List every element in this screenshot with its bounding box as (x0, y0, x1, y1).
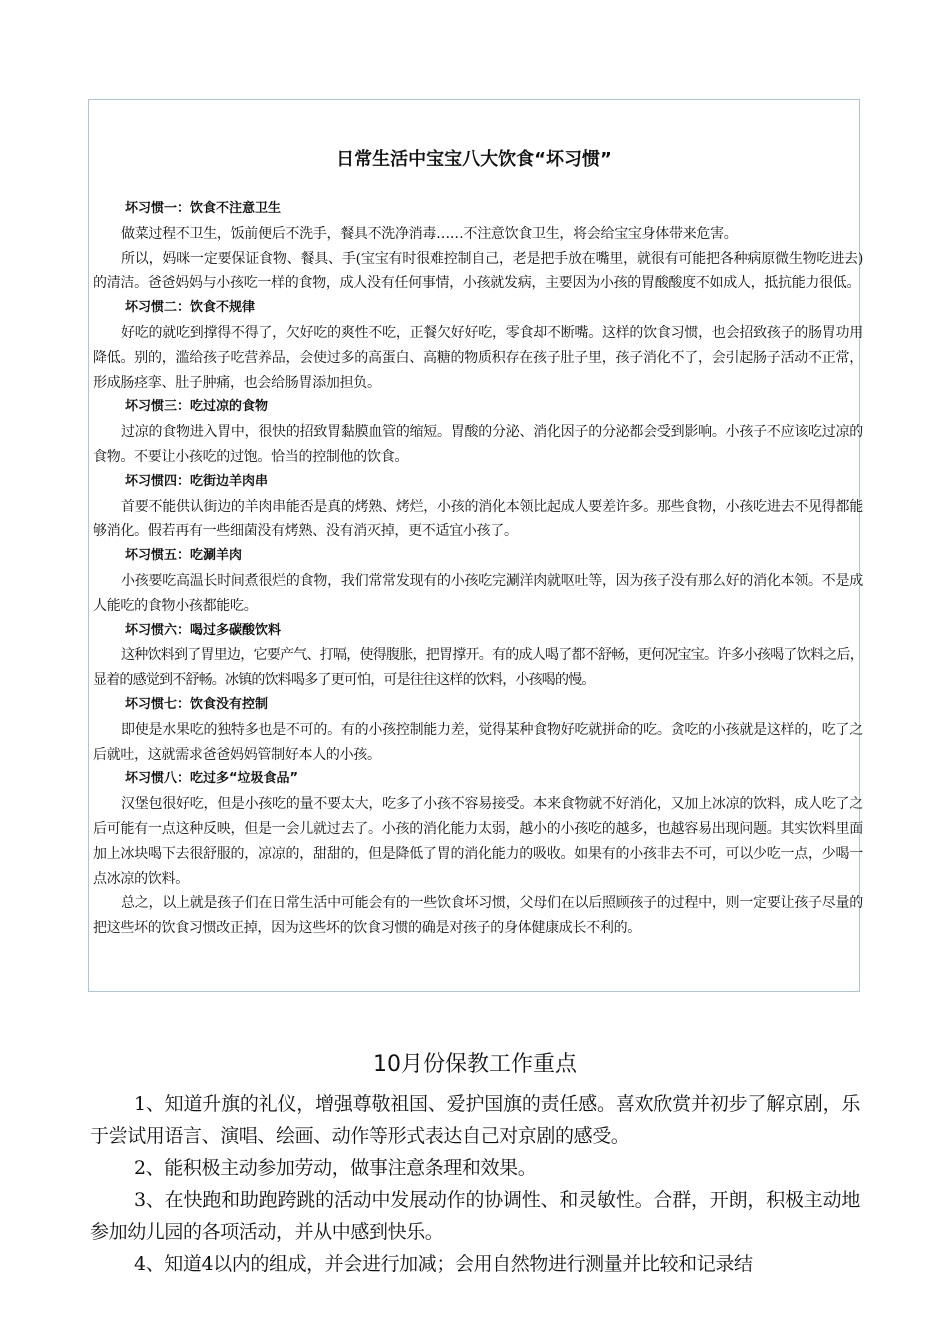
work-plan-item-2: 2、能积极主动参加劳动，做事注意条理和效果。 (134, 1157, 537, 1179)
article-title: 日常生活中宝宝八大饮食“坏习惯” (336, 149, 612, 170)
habit-heading-7: 坏习惯七：饮食没有控制 (125, 696, 269, 712)
habit-heading-8: 坏习惯八：吃过多“垃圾食品” (125, 771, 299, 787)
article-box (88, 99, 863, 992)
habit-8-paragraph-1: 汉堡包很好吃，但是小孩吃的量不要太大，吃多了小孩不容易接受。本来食物就不好消化，又加上冰凉的饮料，成人吃了之后可能有一点这种反映，但是一会儿就过去了。小孩的消化能力太弱，越小的小孩吃的越多，也越容易出现问题。其实饮料里面加上冰块喝下去很舒服的，凉凉的，甜甜的，但是降低了胃的消化能力的吸收。如果有的小孩非去不可，可以少吃一点，少喝一点冰凉的饮料。 (93, 796, 863, 887)
habit-3-paragraph-1: 过凉的食物进入胃中，很快的招致胃黏膜血管的缩短。胃酸的分泌、消化因子的分泌都会受到影响。小孩子不应该吃过凉的食物。不要让小孩吃的过饱。恰当的控制他的饮食。 (93, 424, 863, 465)
work-plan-item-3: 3、在快跑和助跑跨跳的活动中发展动作的协调性、和灵敏性。合群，开朗，积极主动地参加幼儿园的各项活动，并从中感到快乐。 (90, 1189, 860, 1243)
habit-1-paragraph-2: 所以，妈咪一定要保证食物、餐具、手(宝宝有时很难控制自己，老是把手放在嘴里，就很有可能把各种病原微生物吃进去)的清洁。爸爸妈妈与小孩吃一样的食物，成人没有任何事情，小孩就发病，主要因为小孩的胃酸酸度不如成人，抵抗能力很低。 (93, 250, 863, 292)
habit-5-paragraph-1: 小孩要吃高温长时间煮很烂的食物，我们常常发现有的小孩吃完涮洋肉就呕吐等，因为孩子没有那么好的消化本领。不是成人能吃的食物小孩都能吃。 (93, 572, 863, 614)
habit-6-paragraph-1: 这种饮料到了胃里边，它要产气、打嗝，使得腹胀，把胃撑开。有的成人喝了都不舒畅，更何况宝宝。许多小孩喝了饮料之后，显着的感觉到不舒畅。冰镇的饮料喝多了更可怕，可是往往这样的饮料，小孩喝的慢。 (93, 647, 863, 689)
work-plan-item-4: 4、知道4以内的组成，并会进行加减；会用自然物进行测量并比较和记录结 (134, 1253, 753, 1275)
habit-heading-1: 坏习惯一：饮食不注意卫生 (125, 201, 282, 216)
habit-7-paragraph-1: 即使是水果吃的独特多也是不可的。有的小孩控制能力差，觉得某种食物好吃就拼命的吃。贪吃的小孩就是这样的，吃了之后就吐，这就需求爸爸妈妈管制好本人的小孩。 (93, 721, 863, 763)
habit-4-paragraph-1: 首要不能供认街边的羊肉串能否是真的烤熟、烤烂，小孩的消化本领比起成人要差许多。那些食物，小孩吃进去不见得都能够消化。假若再有一些细菌没有烤熟、没有消灭掉，更不适宜小孩了。 (93, 498, 863, 540)
habit-2-paragraph-1: 好吃的就吃到撑得不得了，欠好吃的爽性不吃，正餐欠好好吃，零食却不断嘴。这样的饮食习惯，也会招致孩子的肠胃功用降低。别的，滥给孩子吃营养品，会使过多的高蛋白、高糖的物质积存在孩子肚子里，孩子消化不了，会引起肠子活动不正常，形成肠痉挛、肚子肿痛，也会给肠胃添加担负。 (93, 324, 863, 391)
habit-heading-3: 坏习惯三：吃过凉的食物 (125, 399, 269, 415)
work-plan-item-1: 1、知道升旗的礼仪，增强尊敬祖国、爱护国旗的责任感。喜欢欣赏并初步了解京剧，乐于尝试用语言、演唱、绘画、动作等形式表达自己对京剧的感受。 (90, 1093, 860, 1147)
summary-paragraph: 总之，以上就是孩子们在日常生活中可能会有的一些饮食坏习惯，父母们在以后照顾孩子的过程中，则一定要让孩子尽量的把这些坏的饮食习惯改正掉，因为这些坏的饮食习惯的确是对孩子的身体健康成长不利的。 (93, 895, 863, 937)
work-plan-title: 10月份保教工作重点 (373, 1052, 577, 1077)
habit-1-paragraph-1: 做菜过程不卫生，饭前便后不洗手，餐具不洗净消毒……不注意饮食卫生，将会给宝宝身体带来危害。 (121, 225, 738, 242)
habit-heading-4: 坏习惯四：吃街边羊肉串 (125, 473, 269, 489)
habit-heading-6: 坏习惯六：喝过多碳酸饮料 (125, 622, 282, 638)
work-plan-list (90, 1088, 860, 1280)
habit-heading-2: 坏习惯二：饮食不规律 (125, 300, 256, 316)
habit-heading-5: 坏习惯五：吃涮羊肉 (125, 548, 243, 564)
article-content (93, 197, 863, 941)
